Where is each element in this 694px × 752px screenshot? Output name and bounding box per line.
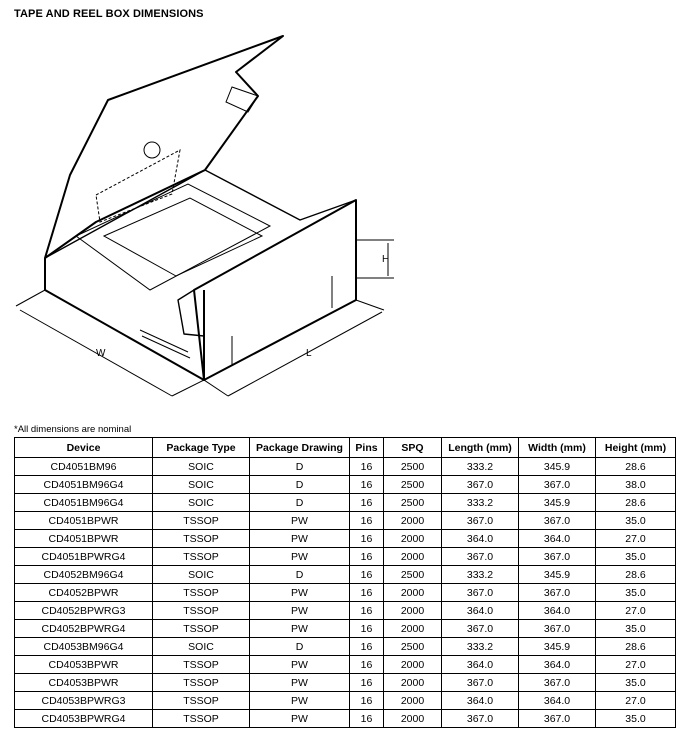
- width-ext-2: [172, 380, 204, 396]
- cell-device: CD4052BPWRG4: [15, 620, 153, 638]
- table-row: [15, 494, 676, 512]
- cell-width: 345.9: [519, 458, 596, 476]
- cell-package-drawing: PW: [250, 530, 350, 548]
- table-row: [15, 512, 676, 530]
- cell-package-drawing: PW: [250, 692, 350, 710]
- cell-width: 367.0: [519, 548, 596, 566]
- cell-device: CD4051BM96G4: [15, 494, 153, 512]
- dimensions-note: *All dimensions are nominal: [14, 424, 132, 435]
- cell-height: 35.0: [596, 620, 676, 638]
- cell-width: 367.0: [519, 620, 596, 638]
- cell-pins: 16: [350, 602, 384, 620]
- cell-package-drawing: PW: [250, 656, 350, 674]
- cell-length: 367.0: [442, 584, 519, 602]
- table-row: [15, 530, 676, 548]
- height-label: H: [382, 254, 390, 265]
- cell-package-drawing: D: [250, 566, 350, 584]
- cell-package-drawing: D: [250, 494, 350, 512]
- cell-spq: 2000: [384, 674, 442, 692]
- box-lid: [45, 36, 283, 258]
- page-title: TAPE AND REEL BOX DIMENSIONS: [14, 8, 204, 20]
- cell-package-type: SOIC: [153, 458, 250, 476]
- cell-device: CD4053BPWR: [15, 656, 153, 674]
- cell-device: CD4051BPWR: [15, 512, 153, 530]
- cell-pins: 16: [350, 692, 384, 710]
- table-row: [15, 548, 676, 566]
- cell-spq: 2500: [384, 566, 442, 584]
- cell-width: 364.0: [519, 602, 596, 620]
- cell-device: CD4051BM96G4: [15, 476, 153, 494]
- cell-pins: 16: [350, 548, 384, 566]
- cell-width: 364.0: [519, 692, 596, 710]
- cell-package-drawing: PW: [250, 620, 350, 638]
- cell-package-drawing: PW: [250, 602, 350, 620]
- cell-width: 364.0: [519, 530, 596, 548]
- cell-width: 367.0: [519, 476, 596, 494]
- table-row: [15, 476, 676, 494]
- cell-height: 27.0: [596, 692, 676, 710]
- table-header-row: [15, 438, 676, 458]
- cell-length: 367.0: [442, 674, 519, 692]
- cell-pins: 16: [350, 584, 384, 602]
- cell-package-drawing: D: [250, 458, 350, 476]
- cell-device: CD4053BPWR: [15, 674, 153, 692]
- cell-spq: 2500: [384, 494, 442, 512]
- cell-length: 367.0: [442, 548, 519, 566]
- cell-width: 345.9: [519, 638, 596, 656]
- cell-pins: 16: [350, 656, 384, 674]
- cell-package-drawing: PW: [250, 548, 350, 566]
- cell-spq: 2500: [384, 476, 442, 494]
- length-ext-2: [356, 300, 384, 310]
- cell-package-type: TSSOP: [153, 548, 250, 566]
- cell-pins: 16: [350, 710, 384, 728]
- cell-package-drawing: D: [250, 476, 350, 494]
- table-row: [15, 458, 676, 476]
- cell-height: 35.0: [596, 584, 676, 602]
- cell-height: 35.0: [596, 512, 676, 530]
- cell-package-type: TSSOP: [153, 674, 250, 692]
- cell-height: 35.0: [596, 548, 676, 566]
- cell-width: 345.9: [519, 566, 596, 584]
- cell-package-type: TSSOP: [153, 692, 250, 710]
- cell-package-type: SOIC: [153, 566, 250, 584]
- table-row: [15, 566, 676, 584]
- cell-spq: 2000: [384, 512, 442, 530]
- cell-package-type: TSSOP: [153, 584, 250, 602]
- cell-width: 367.0: [519, 674, 596, 692]
- cell-height: 27.0: [596, 530, 676, 548]
- cell-length: 364.0: [442, 692, 519, 710]
- cell-length: 367.0: [442, 710, 519, 728]
- lid-hole: [144, 142, 160, 158]
- cell-device: CD4053BPWRG3: [15, 692, 153, 710]
- cell-height: 28.6: [596, 566, 676, 584]
- header-width: Width (mm): [519, 438, 596, 458]
- cell-length: 367.0: [442, 476, 519, 494]
- cell-height: 35.0: [596, 674, 676, 692]
- cell-package-drawing: PW: [250, 512, 350, 530]
- dimensions-table: [14, 437, 676, 728]
- box-front-flap: [178, 290, 204, 336]
- cell-package-type: TSSOP: [153, 602, 250, 620]
- cell-pins: 16: [350, 566, 384, 584]
- cell-width: 367.0: [519, 512, 596, 530]
- cell-width: 364.0: [519, 656, 596, 674]
- cell-spq: 2000: [384, 602, 442, 620]
- table-row: [15, 710, 676, 728]
- cell-package-type: SOIC: [153, 494, 250, 512]
- cell-pins: 16: [350, 458, 384, 476]
- cell-pins: 16: [350, 620, 384, 638]
- cell-length: 333.2: [442, 494, 519, 512]
- table-row: [15, 638, 676, 656]
- header-length: Length (mm): [442, 438, 519, 458]
- width-ext-1: [16, 290, 45, 306]
- table-row: [15, 602, 676, 620]
- table-body: [15, 458, 676, 728]
- cell-spq: 2000: [384, 530, 442, 548]
- cell-length: 367.0: [442, 512, 519, 530]
- cell-package-type: TSSOP: [153, 620, 250, 638]
- cell-width: 367.0: [519, 584, 596, 602]
- cell-pins: 16: [350, 512, 384, 530]
- cell-pins: 16: [350, 638, 384, 656]
- cell-spq: 2000: [384, 548, 442, 566]
- header-package-drawing: Package Drawing: [250, 438, 350, 458]
- cell-height: 28.6: [596, 638, 676, 656]
- header-package-type: Package Type: [153, 438, 250, 458]
- cell-spq: 2500: [384, 638, 442, 656]
- cell-height: 27.0: [596, 656, 676, 674]
- cell-device: CD4052BPWR: [15, 584, 153, 602]
- cell-height: 28.6: [596, 458, 676, 476]
- cell-package-type: SOIC: [153, 476, 250, 494]
- length-ext-1: [204, 380, 228, 396]
- cell-width: 345.9: [519, 494, 596, 512]
- cell-pins: 16: [350, 476, 384, 494]
- cell-spq: 2500: [384, 458, 442, 476]
- table-row: [15, 656, 676, 674]
- length-dimension-line: [228, 312, 382, 396]
- cell-spq: 2000: [384, 656, 442, 674]
- cell-length: 333.2: [442, 458, 519, 476]
- cell-length: 364.0: [442, 530, 519, 548]
- cell-device: CD4052BPWRG3: [15, 602, 153, 620]
- cell-spq: 2000: [384, 620, 442, 638]
- cell-pins: 16: [350, 674, 384, 692]
- cell-height: 38.0: [596, 476, 676, 494]
- cell-spq: 2000: [384, 584, 442, 602]
- table-row: [15, 584, 676, 602]
- lid-cutout: [96, 150, 180, 222]
- box-left-face: [45, 258, 204, 380]
- cell-spq: 2000: [384, 710, 442, 728]
- cell-height: 27.0: [596, 602, 676, 620]
- cell-spq: 2000: [384, 692, 442, 710]
- cell-pins: 16: [350, 494, 384, 512]
- cell-package-drawing: PW: [250, 584, 350, 602]
- cell-package-type: TSSOP: [153, 710, 250, 728]
- cell-package-type: TSSOP: [153, 512, 250, 530]
- header-spq: SPQ: [384, 438, 442, 458]
- table-row: [15, 674, 676, 692]
- cell-length: 333.2: [442, 566, 519, 584]
- length-label: L: [306, 348, 312, 359]
- header-height: Height (mm): [596, 438, 676, 458]
- cell-width: 367.0: [519, 710, 596, 728]
- table-row: [15, 620, 676, 638]
- cell-package-type: TSSOP: [153, 530, 250, 548]
- cell-length: 364.0: [442, 602, 519, 620]
- header-device: Device: [15, 438, 153, 458]
- cell-device: CD4053BPWRG4: [15, 710, 153, 728]
- tape-reel-box-drawing: [0, 30, 694, 410]
- header-pins: Pins: [350, 438, 384, 458]
- cell-length: 367.0: [442, 620, 519, 638]
- width-label: W: [96, 348, 106, 359]
- table-row: [15, 692, 676, 710]
- cell-device: CD4051BPWRG4: [15, 548, 153, 566]
- cell-package-type: SOIC: [153, 638, 250, 656]
- cell-device: CD4053BM96G4: [15, 638, 153, 656]
- cell-length: 333.2: [442, 638, 519, 656]
- box-back-wall: [45, 170, 356, 258]
- cell-package-type: TSSOP: [153, 656, 250, 674]
- cell-height: 28.6: [596, 494, 676, 512]
- cell-package-drawing: PW: [250, 710, 350, 728]
- cell-device: CD4051BPWR: [15, 530, 153, 548]
- cell-pins: 16: [350, 530, 384, 548]
- cell-device: CD4052BM96G4: [15, 566, 153, 584]
- cell-height: 35.0: [596, 710, 676, 728]
- cell-package-drawing: D: [250, 638, 350, 656]
- cell-device: CD4051BM96: [15, 458, 153, 476]
- cell-length: 364.0: [442, 656, 519, 674]
- cell-package-drawing: PW: [250, 674, 350, 692]
- side-slot-2: [142, 336, 190, 358]
